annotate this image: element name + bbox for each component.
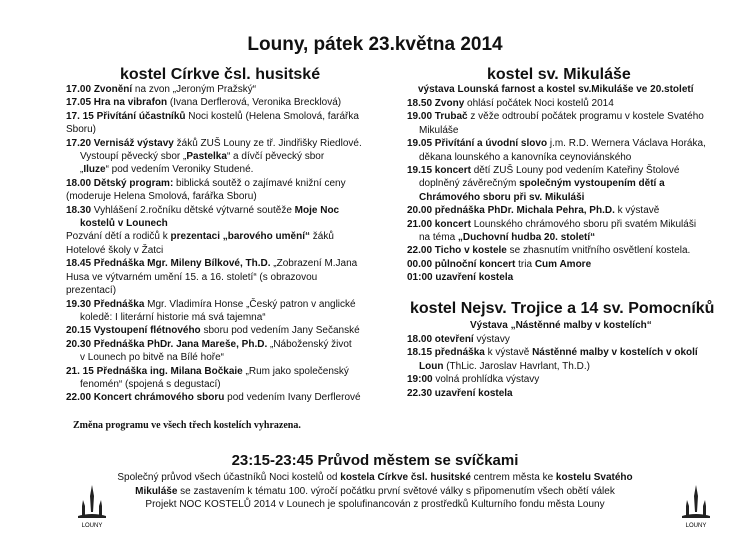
program-line [407, 258, 706, 271]
trinity-exhibition: Výstava „Nástěnné malby v kostelích“ [470, 320, 652, 331]
program-text: prezentaci „barového umění“ [170, 231, 310, 243]
program-text: fenomén“ (spojená s degustací) [80, 378, 221, 390]
program-text: 19.00 Trubač [407, 111, 468, 123]
program-line [407, 218, 706, 231]
program-text: Lounského chrámového sboru při svatém Mikuláši [470, 218, 697, 230]
program-text: (Ivana Derflerová, Veronika Brecklová) [167, 97, 342, 109]
program-text: Chrámového sboru při sv. Mikuláši [419, 191, 585, 203]
program-text: ohlásí počátek Noci kostelů 2014 [464, 98, 614, 109]
program-text: 18.00 Dětský program: [66, 177, 174, 189]
program-line [66, 284, 362, 297]
footer-text-run: kostela Církve čsl. husitské [340, 472, 471, 483]
footer-line [0, 485, 750, 499]
program-line [407, 137, 706, 150]
louny-logo-left [72, 482, 112, 532]
program-line [66, 190, 362, 203]
program-text: kostelů v Lounech [80, 218, 168, 230]
program-text: společným vystoupením dětí a [519, 178, 665, 190]
footer-text-run: Společný průvod všech účastníků Noci kostelů od [117, 472, 341, 483]
trinity-program-list [407, 333, 698, 400]
program-text: se zhasnutím vnitřního osvětlení kostela. [506, 245, 691, 257]
program-text: 00.00 půlnoční koncert [407, 258, 516, 270]
program-text: „Duchovní hudba 20. století“ [457, 232, 596, 244]
program-text: Mikuláše [419, 124, 459, 136]
program-text: 18.30 [66, 204, 92, 216]
program-text: Nástěnné malby v kostelích v okolí [532, 347, 698, 359]
program-line [66, 271, 362, 284]
program-text: 17.05 Hra na vibrafon [66, 97, 168, 109]
program-text: koledě: I literární historie má svá tajemna“ [80, 311, 266, 323]
program-line [66, 338, 362, 351]
footer-text-run: kostelu Svatého [555, 472, 633, 483]
program-line [407, 97, 706, 110]
trinity-church-heading: kostel Nejsv. Trojice a 14 sv. Pomocníků [410, 300, 715, 317]
program-line [66, 257, 362, 270]
right-church-exhibition: výstava Lounská farnost a kostel sv.Mikuláše ve 20.století [418, 84, 694, 95]
program-text: pod vedením Ivany Derflerové [224, 392, 361, 404]
footer-line [0, 471, 750, 485]
program-text: Moje Noc [294, 204, 340, 216]
program-text: v Lounech po bitvě na Bílé hoře“ [80, 352, 224, 364]
program-text: „ [80, 164, 84, 176]
footer-text-run: centrem města ke [470, 472, 556, 483]
program-text: 22.30 uzavření kostela [407, 387, 513, 399]
program-text: Sboru) [66, 124, 97, 136]
program-text: Iluze [83, 164, 106, 176]
program-text: 19.05 Přivítání a úvodní slovo [407, 138, 548, 150]
program-line [407, 373, 698, 386]
program-text: j.m. R.D. Wernera Václava Horáka, [547, 138, 706, 150]
program-line [66, 298, 362, 311]
program-text: 17.20 Vernisáž výstavy [66, 137, 174, 149]
program-text: Pastelka [186, 151, 227, 163]
program-line [407, 244, 706, 257]
program-text: dětí ZUŠ Louny pod vedením Kateřiny Štolové [470, 165, 680, 177]
program-line [66, 230, 362, 243]
program-text: „Rum jako společenský [242, 365, 349, 377]
program-text: Mgr. Vladimíra Honse „Český patron v anglické [144, 298, 356, 310]
program-text: “ a dívčí pěvecký sbor [226, 151, 325, 163]
program-text: Pozvání dětí a rodičů k [66, 231, 171, 243]
program-text: Husa ve výtvarném umění 15. a 16. století“ (s obrazovou [66, 271, 318, 283]
program-line [407, 110, 706, 123]
program-line [407, 333, 698, 346]
program-line [407, 204, 706, 217]
program-text: prezentací) [66, 285, 117, 297]
footer-text-run: Mikuláše [135, 485, 178, 497]
program-text: (ThLic. Jaroslav Havrlant, Th.D.) [443, 360, 590, 372]
program-text: 17.00 [66, 84, 94, 95]
program-text: 21.00 koncert [407, 218, 471, 230]
program-text: biblická soutěž o zajímavé knižní ceny [173, 177, 346, 189]
left-church-heading: kostel Církve čsl. husitské [120, 66, 321, 83]
program-text: k výstavě [484, 347, 533, 359]
program-text: 20.00 přednáška PhDr. Michala Pehra, Ph.D. [407, 205, 615, 217]
program-text: 18.15 přednáška [407, 347, 485, 359]
program-text: „Zobrazení M.Jana [270, 258, 358, 270]
program-line [66, 150, 362, 163]
program-line [407, 271, 706, 284]
program-line [407, 151, 706, 164]
program-line [66, 311, 362, 324]
program-line [66, 324, 362, 337]
footer-text [0, 471, 750, 512]
left-program-list [66, 83, 362, 405]
program-line [407, 191, 706, 204]
program-text: doplněný závěrečným [419, 178, 520, 190]
program-text: výstavy [473, 334, 510, 345]
program-text: 18.50 Zvony [407, 98, 465, 109]
program-text: žáků [310, 231, 334, 243]
program-text: 20.30 Přednáška PhDr. Jana Mareše, Ph.D. [66, 338, 268, 350]
program-text: 21. 15 Přednáška ing. Milana Bočkaie [66, 365, 243, 377]
program-text: 18.00 otevření [407, 334, 474, 345]
program-text: “ pod vedením Veroniky Studené. [105, 164, 254, 176]
program-text: (moderuje Helena Smolová, farářka Sboru) [66, 191, 257, 203]
footer-line [0, 498, 750, 512]
program-line [66, 204, 362, 217]
program-text: na zvon „Jeroným Pražský“ [132, 84, 257, 95]
program-text: 18.45 Přednáška Mgr. Mileny Bílkové, Th.D. [66, 258, 271, 270]
document-title: Louny, pátek 23.května 2014 [247, 34, 503, 55]
program-line [66, 123, 362, 136]
svg-text:LOUNY: LOUNY [685, 523, 707, 529]
program-text: Cum Amore [534, 258, 592, 270]
program-line [66, 391, 362, 404]
program-text: Noci kostelů (Helena Smolová, farářka [185, 110, 359, 122]
program-text: sboru pod vedením Jany Sečanské [200, 325, 360, 337]
program-text: 19.15 koncert [407, 165, 471, 177]
procession-heading: 23:15-23:45 Průvod městem se svíčkami [231, 452, 519, 469]
program-line [66, 217, 362, 230]
program-text: Vyhlášení 2.ročníku dětské výtvarné soutěže [91, 204, 295, 216]
program-text: Vystoupí pěvecký sbor „ [80, 151, 187, 163]
program-text: děkana lounského a kanovníka ceynoviánského [419, 151, 632, 163]
program-line [66, 351, 362, 364]
program-line [66, 96, 362, 109]
program-text: 20.15 Vystoupení flétnového [66, 325, 201, 337]
right-church-heading: kostel sv. Mikuláše [487, 66, 631, 83]
program-line [407, 360, 698, 373]
program-line [66, 83, 362, 96]
program-text: tria [515, 258, 535, 270]
program-text: 19.30 Přednáška [66, 298, 145, 310]
program-text: „Náboženský život [267, 338, 352, 350]
program-text: 17. 15 Přivítání účastníků [66, 110, 186, 122]
program-text: 19:00 [407, 374, 433, 386]
program-change-note: Změna programu ve všech třech kostelích vyhrazena. [73, 420, 301, 431]
program-text: Zvonění [93, 84, 133, 95]
program-text: 22.00 Ticho v kostele [407, 245, 507, 257]
footer-text-run: se zastavením k tématu 100. výročí počátku první světové války s připomenutím všech obětí válek [177, 485, 615, 497]
program-text: žáků ZUŠ Louny ze tř. Jindřišky Riedlové. [173, 137, 362, 149]
program-line [66, 177, 362, 190]
program-line [407, 164, 706, 177]
right-program-list [407, 97, 706, 285]
program-line [66, 163, 362, 176]
program-line [66, 365, 362, 378]
program-line [66, 244, 362, 257]
program-line [407, 231, 706, 244]
program-text: z věže odtroubí počátek programu v kostele Svatého [467, 111, 704, 123]
program-line [66, 378, 362, 391]
program-text: volná prohlídka výstavy [432, 374, 540, 386]
program-text: na téma [419, 232, 458, 244]
program-line [407, 346, 698, 359]
program-line [407, 387, 698, 400]
program-text: 22.00 Koncert chrámového sboru [66, 392, 225, 404]
svg-text:LOUNY: LOUNY [81, 523, 103, 529]
program-text: Hotelové školy v Žatci [66, 244, 164, 256]
program-text: 01:00 uzavření kostela [407, 272, 514, 284]
program-line [66, 110, 362, 123]
program-line [407, 124, 706, 137]
program-text: Loun [419, 360, 444, 372]
footer-text-run: Projekt NOC KOSTELŮ 2014 v Lounech je spolufinancován z prostředků Kulturního fondu města Louny [145, 499, 605, 511]
program-line [66, 137, 362, 150]
program-line [407, 177, 706, 190]
program-text: k výstavě [614, 205, 660, 217]
louny-logo-right [676, 482, 716, 532]
